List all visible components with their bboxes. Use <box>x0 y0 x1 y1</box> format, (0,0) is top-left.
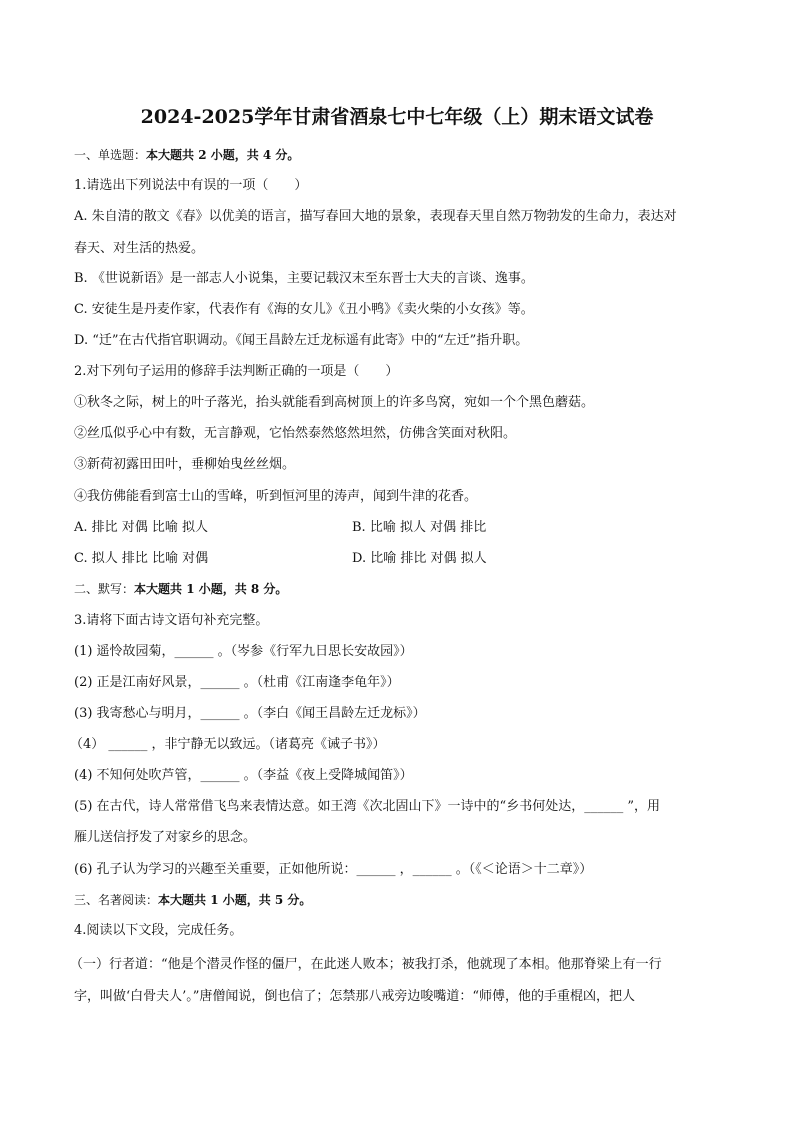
q2-option-a: A. 排比 对偶 比喻 拟人 <box>74 520 209 535</box>
section-heading-2 <box>74 580 724 598</box>
q2-stem: 2.对下列句子运用的修辞手法判断正确的一项是（ ） <box>74 364 399 379</box>
section-2-detail: 本大题共 1 小题，共 8 分。 <box>134 582 288 596</box>
q3-item-6-line2: 雁儿送信抒发了对家乡的思念。 <box>74 830 257 845</box>
q4-stem: 4.阅读以下文段，完成任务。 <box>74 923 243 938</box>
q1-stem: 1.请选出下列说法中有误的一项（ ） <box>74 178 308 193</box>
q2-sentence-3: ③新荷初露田田叶，垂柳始曳丝丝烟。 <box>74 457 296 472</box>
q1-option-d: D. “迁”在古代指官职调动。《闻王昌龄左迁龙标遥有此寄》中的“左迁”指升职。 <box>74 333 529 348</box>
q1-option-a-line1: A. 朱自清的散文《春》以优美的语言，描写春回大地的景象，表现春天里自然万物勃发的生命力，表达对 <box>74 209 677 224</box>
q3-item-6-line1: (5) 在古代，诗人常常借飞鸟来表情达意。如王湾《次北固山下》一诗中的“乡书何处达，______ ”，用 <box>74 799 660 814</box>
q1-option-c: C. 安徒生是丹麦作家，代表作有《海的女儿》《丑小鸭》《卖火柴的小女孩》等。 <box>74 302 534 317</box>
page-title: 2024-2025学年甘肃省酒泉七中七年级（上）期末语文试卷 <box>140 106 654 128</box>
q2-sentence-1: ①秋冬之际，树上的叶子落光，抬头就能看到高树顶上的许多鸟窝，宛如一个个黑色蘑菇。 <box>74 395 595 410</box>
q3-item-1: (1) 遥怜故园菊，______ 。（岑参《行军九日思长安故园》） <box>74 644 413 659</box>
q1-option-a-line2: 春天、对生活的热爱。 <box>74 241 205 256</box>
section-3-prefix: 三、名著阅读： <box>74 893 159 907</box>
section-3-detail: 本大题共 1 小题，共 5 分。 <box>158 893 312 907</box>
section-heading-3 <box>74 891 724 909</box>
q2-option-b: B. 比喻 拟人 对偶 排比 <box>352 520 487 535</box>
q3-item-7: (6) 孔子认为学习的兴趣至关重要，正如他所说：______ ，______ 。（《＜论语＞十二章》） <box>74 862 593 877</box>
section-2-prefix: 二、默写： <box>74 582 135 596</box>
q3-item-5: (4) 不知何处吹芦管，______ 。（李益《夜上受降城闻笛》） <box>74 768 413 783</box>
q2-option-d: D. 比喻 排比 对偶 拟人 <box>352 551 487 566</box>
q1-option-b: B. 《世说新语》是一部志人小说集，主要记载汉末至东晋士大夫的言谈、逸事。 <box>74 271 534 286</box>
section-1-detail: 本大题共 2 小题，共 4 分。 <box>146 148 300 162</box>
q2-sentence-4: ④我仿佛能看到富士山的雪峰，听到恒河里的涛声，闻到牛津的花香。 <box>74 489 478 504</box>
q3-stem: 3.请将下面古诗文语句补充完整。 <box>74 613 269 628</box>
q3-item-4: （4） ______ ，非宁静无以致远。（诸葛亮《诫子书》） <box>70 737 386 752</box>
q4-passage-line1: （一）行者道：“他是个潜灵作怪的僵尸，在此迷人败本；被我打杀，他就现了本相。他那脊梁上有一行 <box>70 957 662 972</box>
section-heading-1 <box>74 146 724 164</box>
q3-item-3: (3) 我寄愁心与明月，______ 。（李白《闻王昌龄左迁龙标》） <box>74 706 426 721</box>
q4-passage-line2: 字，叫做‘白骨夫人’。”唐僧闻说，倒也信了；怎禁那八戒旁边唆嘴道：“师傅，他的手重棍凶，把人 <box>74 989 636 1004</box>
q2-sentence-2: ②丝瓜似乎心中有数，无言静观，它怡然泰然悠然坦然，仿佛含笑面对秋阳。 <box>74 426 517 441</box>
section-1-prefix: 一、单选题： <box>74 148 147 162</box>
q3-item-2: (2) 正是江南好风景，______ 。（杜甫《江南逢李龟年》） <box>74 675 400 690</box>
q2-option-c: C. 拟人 排比 比喻 对偶 <box>74 551 209 566</box>
